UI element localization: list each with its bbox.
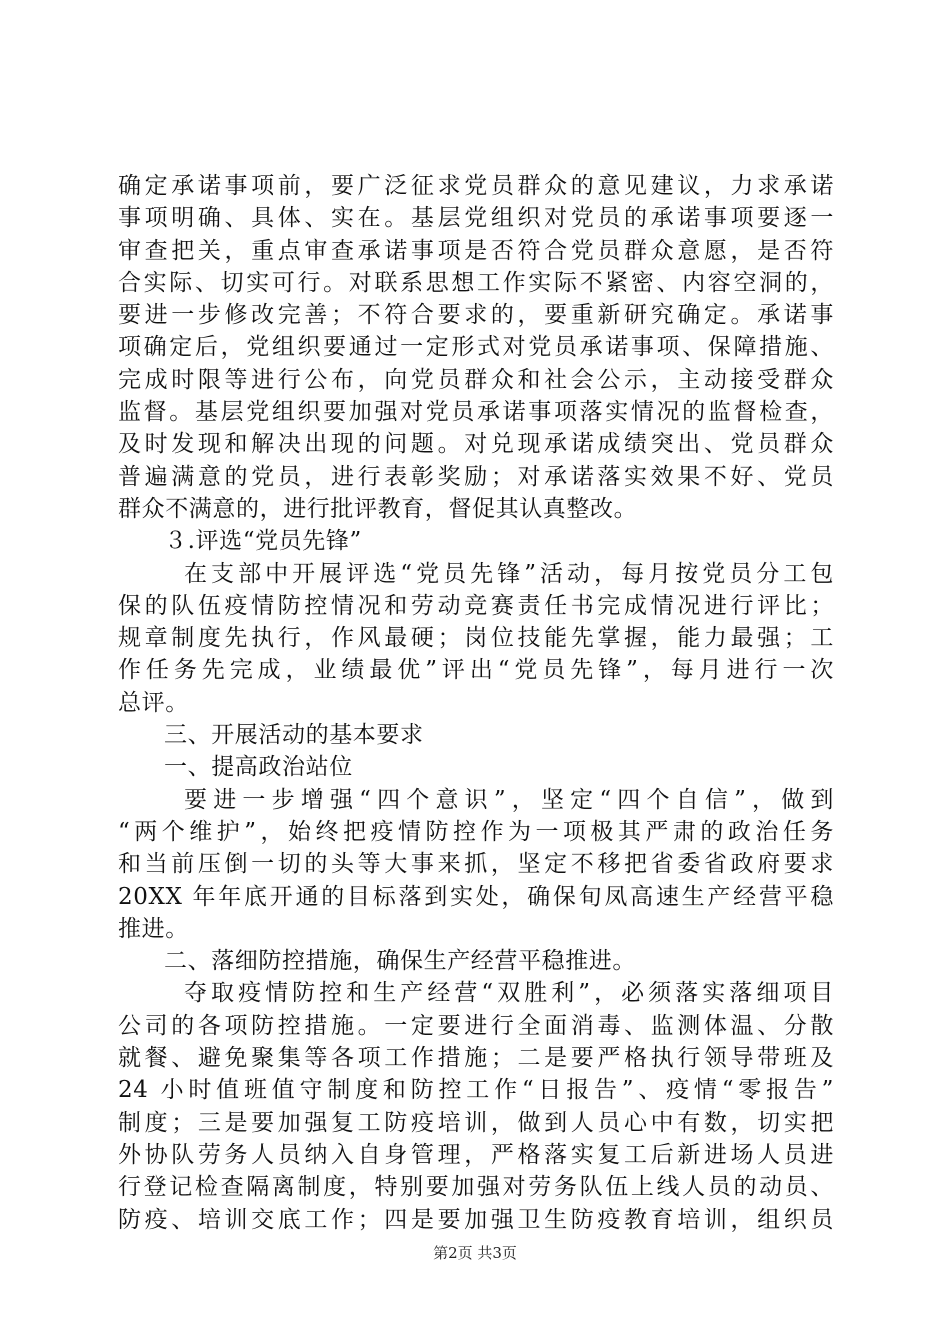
- text-line: 保的队伍疫情防控情况和劳动竞赛责任书完成情况进行评比；: [118, 592, 834, 619]
- body-text: [118, 170, 834, 1236]
- text-line: 夺取疫情防控和生产经营“双胜利”，必须落实落细项目: [184, 980, 834, 1007]
- text-line: 完成时限等进行公布，向党员群众和社会公示，主动接受群众: [118, 366, 834, 393]
- text-line: 审查把关，重点审查承诺事项是否符合党员群众意愿，是否符: [118, 237, 834, 264]
- text-line: 规章制度先执行，作风最硬；岗位技能先掌握，能力最强；工: [118, 625, 834, 652]
- text-line: 总评。: [118, 689, 189, 716]
- text-line: 推进。: [118, 915, 189, 942]
- text-line: 群众不满意的，进行批评教育，督促其认真整改。: [118, 495, 638, 522]
- text-line: 作任务先完成，业绩最优”评出“党员先锋”，每月进行一次: [118, 657, 834, 684]
- text-line: 项确定后，党组织要通过一定形式对党员承诺事项、保障措施、: [118, 334, 834, 361]
- text-line: 合实际、切实可行。对联系思想工作实际不紧密、内容空洞的，: [118, 269, 834, 296]
- text-line: 事项明确、具体、实在。基层党组织对党员的承诺事项要逐一: [118, 205, 834, 232]
- page-number-footer: 第2页 共3页: [433, 1244, 517, 1262]
- text-line: 要进一步增强“四个意识”，坚定“四个自信”，做到: [184, 786, 834, 813]
- section-heading: ３.评选“党员先锋”: [164, 528, 362, 555]
- text-line: 防疫、培训交底工作；四是要加强卫生防疫教育培训，组织员: [118, 1206, 834, 1233]
- text-line: 确定承诺事项前，要广泛征求党员群众的意见建议，力求承诺: [118, 173, 834, 199]
- text-line: 公司的各项防控措施。一定要进行全面消毒、监测体温、分散: [118, 1012, 834, 1039]
- text-line: 及时发现和解决出现的问题。对兑现承诺成绩突出、党员群众: [118, 431, 834, 458]
- text-line: 和当前压倒一切的头等大事来抓，坚定不移把省委省政府要求: [118, 851, 834, 878]
- text-line: 24 小时值班值守制度和防控工作“日报告”、疫情“零报告”: [118, 1077, 834, 1104]
- text-line: 要进一步修改完善；不符合要求的，要重新研究确定。承诺事: [118, 302, 834, 329]
- text-line: 就餐、避免聚集等各项工作措施；二是要严格执行领导带班及: [118, 1045, 834, 1072]
- text-line: 行登记检查隔离制度，特别要加强对劳务队伍上线人员的动员、: [118, 1174, 834, 1201]
- text-line: 20XX 年年底开通的目标落到实处，确保旬凤高速生产经营平稳: [118, 883, 834, 910]
- text-line: 在支部中开展评选“党员先锋”活动，每月按党员分工包: [184, 560, 834, 587]
- text-line: 制度；三是要加强复工防疫培训，做到人员心中有数，切实把: [118, 1109, 834, 1136]
- text-line: “两个维护”，始终把疫情防控作为一项极其严肃的政治任务: [118, 818, 834, 845]
- text-line: 外协队劳务人员纳入自身管理，严格落实复工后新进场人员进: [118, 1141, 834, 1168]
- section-heading: 二、落细防控措施，确保生产经营平稳推进。: [164, 948, 636, 975]
- section-heading: 三、开展活动的基本要求: [164, 722, 424, 749]
- text-line: 普遍满意的党员，进行表彰奖励；对承诺落实效果不好、党员: [118, 463, 834, 490]
- section-heading: 一、提高政治站位: [164, 754, 353, 781]
- text-line: 监督。基层党组织要加强对党员承诺事项落实情况的监督检查，: [118, 399, 834, 426]
